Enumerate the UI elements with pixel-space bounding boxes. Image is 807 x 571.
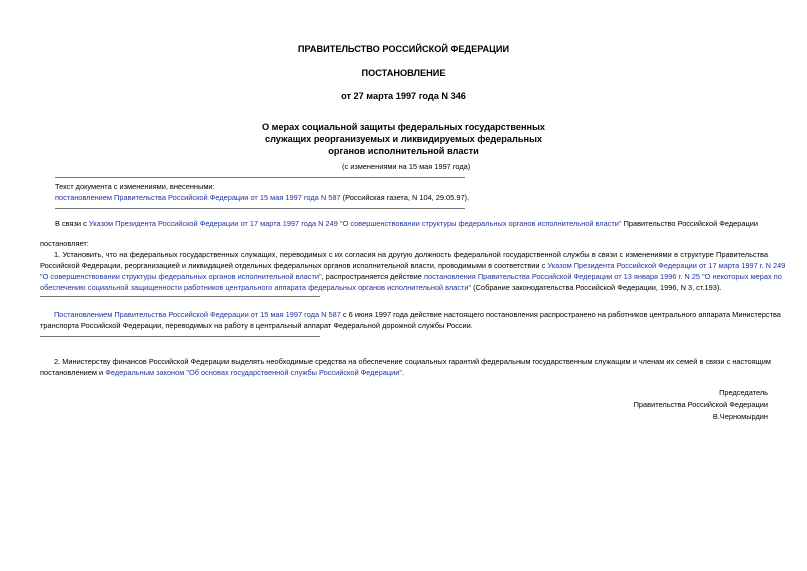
revision-intro: Текст документа с изменениями, внесенными: bbox=[55, 182, 215, 191]
amendment-note bbox=[40, 309, 781, 331]
title-line-1: О мерах социальной защиты федеральных государственных bbox=[261, 122, 546, 132]
decree-word: постановляет: bbox=[40, 239, 89, 248]
government-resolution-link[interactable]: постановления Правительства Российской Федерации от 13 января 1996 г. N 25 "О некоторых мерах по bbox=[423, 272, 782, 281]
clause-1-line-2 bbox=[40, 260, 786, 271]
preamble bbox=[55, 218, 758, 229]
clause-2-line-2 bbox=[40, 367, 768, 378]
changes-note: (с изменениями на 15 мая 1997 года) bbox=[342, 162, 471, 171]
clause-2-end: . bbox=[401, 368, 405, 377]
preamble-suffix: Правительство Российской Федерации bbox=[621, 219, 758, 228]
presidential-decree-link[interactable]: Указом Президента Российской Федерации от 17 марта 1997 года N 249 "О совершенствовании структуры федеральных органов исполнительной власти" bbox=[88, 219, 622, 228]
government-heading: ПРАВИТЕЛЬСТВО РОССИЙСКОЙ ФЕДЕРАЦИИ bbox=[297, 44, 510, 54]
signature-block bbox=[634, 387, 768, 423]
clause-1-line-4 bbox=[40, 282, 768, 293]
clause-1-line-1: 1. Установить, что на федеральных государственных служащих, переводимых с их согласия на другую должность федеральной государственной службы в связи с изменениями в структуре Правительства bbox=[54, 250, 768, 259]
clause-1-line-3 bbox=[40, 271, 782, 282]
amendment-link[interactable]: Постановлением Правительства Российской Федерации от 15 мая 1997 года N 587 bbox=[54, 310, 341, 319]
signature-position-2: Правительства Российской Федерации bbox=[633, 400, 768, 409]
revision-source: (Российская газета, N 104, 29.05.97). bbox=[342, 193, 470, 202]
clause-1-text-2: Российской Федерации, реорганизацией и ликвидацией отдельных федеральных органов исполнительной власти, проводимыми в соответствии с bbox=[40, 261, 548, 270]
clause-1-text-4: (Собрание законодательства Российской Федерации, 1996, N 3, ст.193). bbox=[471, 283, 722, 292]
amendment-line-2: транспорта Российской Федерации, переводимых на работу в центральный аппарат Федеральной дорожной службы России. bbox=[40, 321, 473, 330]
divider bbox=[40, 296, 320, 297]
divider bbox=[55, 208, 465, 209]
decree-title-link[interactable]: "О совершенствовании структуры федеральных органов исполнительной власти" bbox=[40, 272, 322, 281]
presidential-decree-link-2[interactable]: Указом Президента Российской Федерации от 17 марта 1997 г. N 249 bbox=[547, 261, 786, 270]
federal-law-link[interactable]: Федеральным законом "Об основах государственной службы Российской Федерации" bbox=[105, 368, 402, 377]
signature-position-1: Председатель bbox=[719, 388, 768, 397]
clause-2-text-2: постановлением и bbox=[40, 368, 106, 377]
government-resolution-link-cont[interactable]: обеспечению социальной защищенности работников центрального аппарата федеральных органов исполнительной власти" bbox=[40, 283, 472, 292]
amendment-line-1 bbox=[40, 309, 781, 320]
clause-2 bbox=[40, 356, 771, 378]
divider bbox=[40, 336, 320, 337]
title-line-2: служащих реорганизуемых и ликвидируемых федеральных bbox=[264, 134, 543, 144]
clause-2-line-1: 2. Министерству финансов Российской Федерации выделять необходимые средства на обеспечение социальных гарантий федеральным государственным служащим и членам их семей в связи с настоящим bbox=[54, 357, 771, 366]
document-title bbox=[0, 121, 807, 157]
preamble-prefix: В связи с bbox=[55, 219, 89, 228]
document-type: ПОСТАНОВЛЕНИЕ bbox=[361, 68, 446, 78]
title-line-3: органов исполнительной власти bbox=[328, 146, 479, 156]
clause-1-text-3: , распространяется действие bbox=[321, 272, 424, 281]
revision-link[interactable]: постановлением Правительства Российской Федерации от 15 мая 1997 года N 587 bbox=[55, 193, 341, 202]
divider bbox=[55, 177, 465, 178]
clause-1 bbox=[40, 249, 786, 293]
revision-info bbox=[55, 192, 469, 203]
signature-name: В.Черномырдин bbox=[712, 412, 768, 421]
amendment-text-1: с 6 июня 1997 года действие настоящего постановления распространено на работников центрального аппарата Министерства bbox=[340, 310, 781, 319]
document-date-number: от 27 марта 1997 года N 346 bbox=[341, 91, 466, 101]
